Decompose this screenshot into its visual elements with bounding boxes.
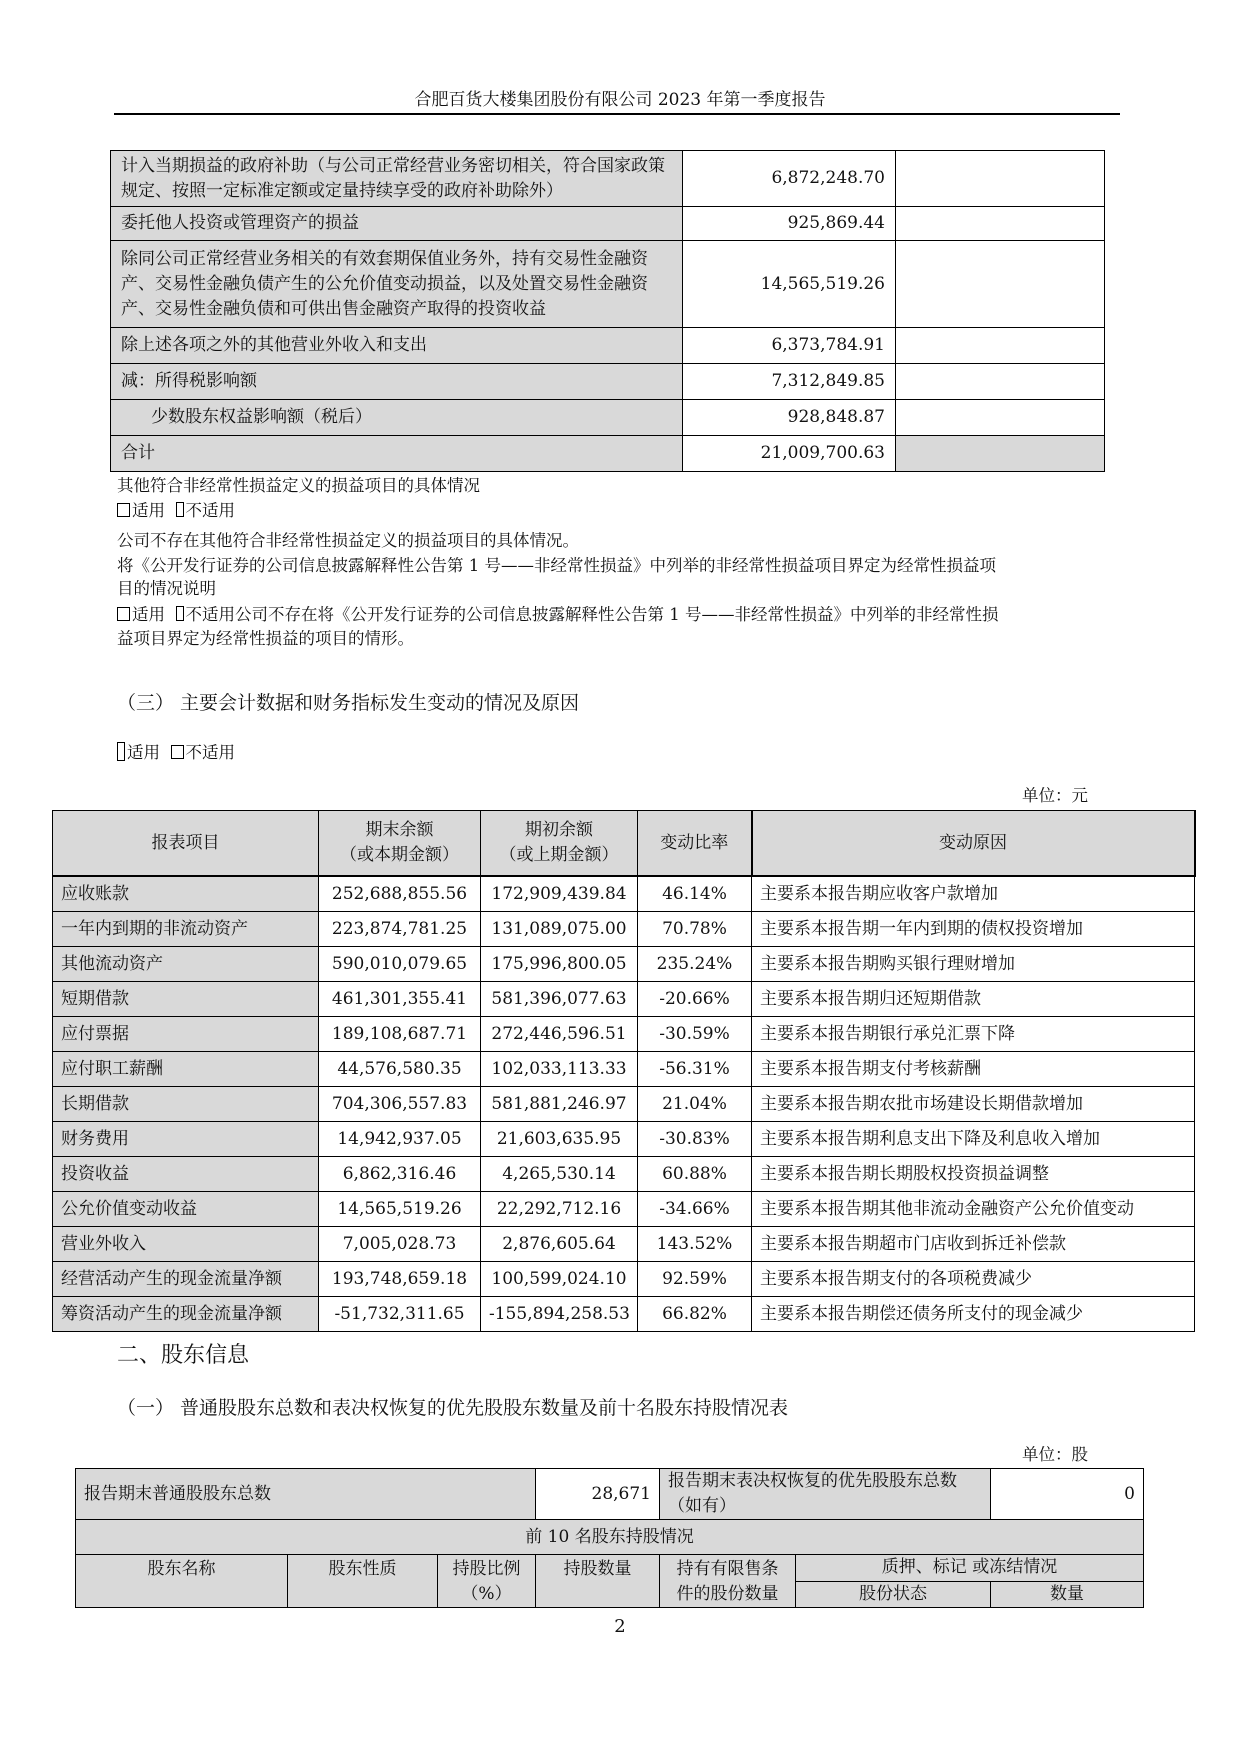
total-pref-label: 报告期末表决权恢复的优先股股东总数（如有） xyxy=(660,1469,991,1520)
table-row xyxy=(76,1520,1144,1555)
item-cell: 营业外收入 xyxy=(53,1227,319,1262)
note-cell xyxy=(896,151,1105,207)
table-row xyxy=(53,912,1195,947)
column-header-pledge: 质押、标记 或冻结情况 xyxy=(796,1555,1144,1582)
item-cell: 计入当期损益的政府补助（与公司正常经营业务密切相关，符合国家政策规定、按照一定标准定额或定量持续享受的政府补助除外） xyxy=(111,151,683,207)
checkbox-icon[interactable] xyxy=(117,607,130,621)
table-row xyxy=(53,1157,1195,1192)
option-applicable: 适用 xyxy=(127,743,160,762)
header-line: 件的股份数量 xyxy=(676,1584,779,1604)
column-header-change-rate: 变动比率 xyxy=(638,811,752,877)
table-row xyxy=(53,1227,1195,1262)
reason-cell: 主要系本报告期一年内到期的债权投资增加 xyxy=(752,912,1195,947)
change-rate-cell: 143.52% xyxy=(638,1227,752,1262)
total-pref-value: 0 xyxy=(991,1469,1144,1520)
table-row-total xyxy=(111,436,1105,472)
begin-balance-cell: 581,881,246.97 xyxy=(481,1087,638,1122)
table-row xyxy=(53,947,1195,982)
item-cell: 少数股东权益影响额（税后） xyxy=(111,400,683,436)
table-row xyxy=(53,1262,1195,1297)
option-applicable: 适用 xyxy=(132,501,165,520)
table-row xyxy=(111,207,1105,241)
end-balance-cell: -51,732,311.65 xyxy=(319,1297,481,1332)
end-balance-cell: 14,942,937.05 xyxy=(319,1122,481,1157)
note-cell xyxy=(896,400,1105,436)
change-rate-cell: -56.31% xyxy=(638,1052,752,1087)
column-header-reason: 变动原因 xyxy=(752,811,1195,877)
sub-heading-shareholders: （一） 普通股股东总数和表决权恢复的优先股股东数量及前十名股东持股情况表 xyxy=(117,1397,789,1419)
change-rate-cell: -30.83% xyxy=(638,1122,752,1157)
item-cell: 投资收益 xyxy=(53,1157,319,1192)
section-heading-accounting-changes: （三） 主要会计数据和财务指标发生变动的情况及原因 xyxy=(117,692,580,714)
reason-cell: 主要系本报告期利息支出下降及利息收入增加 xyxy=(752,1122,1195,1157)
item-cell: 减：所得税影响额 xyxy=(111,364,683,400)
note-other-items: 其他符合非经常性损益定义的损益项目的具体情况 xyxy=(117,476,480,495)
column-header-end-balance xyxy=(319,811,481,877)
column-header-item: 报表项目 xyxy=(53,811,319,877)
shareholders-table xyxy=(75,1468,1144,1608)
header-line: （%） xyxy=(461,1584,512,1604)
total-common-label: 报告期末普通股股东总数 xyxy=(76,1469,536,1520)
end-balance-cell: 44,576,580.35 xyxy=(319,1052,481,1087)
begin-balance-cell: 131,089,075.00 xyxy=(481,912,638,947)
section-heading-shareholders: 二、股东信息 xyxy=(117,1343,250,1368)
begin-balance-cell: 272,446,596.51 xyxy=(481,1017,638,1052)
table-row xyxy=(76,1469,1144,1520)
reason-cell: 主要系本报告期银行承兑汇票下降 xyxy=(752,1017,1195,1052)
end-balance-cell: 7,005,028.73 xyxy=(319,1227,481,1262)
amount-cell: 7,312,849.85 xyxy=(683,364,896,400)
begin-balance-cell: 21,603,635.95 xyxy=(481,1122,638,1157)
end-balance-cell: 14,565,519.26 xyxy=(319,1192,481,1227)
reason-cell: 主要系本报告期其他非流动金融资产公允价值变动 xyxy=(752,1192,1195,1227)
table-row xyxy=(53,1122,1195,1157)
nonrecurring-items-table xyxy=(110,150,1105,472)
reason-cell: 主要系本报告期偿还债务所支付的现金减少 xyxy=(752,1297,1195,1332)
item-cell: 其他流动资产 xyxy=(53,947,319,982)
table-header-row xyxy=(53,811,1195,877)
note-classification-4: 益项目界定为经常性损益的项目的情形。 xyxy=(117,629,414,648)
checkbox-checked-icon[interactable] xyxy=(176,606,184,621)
item-cell: 应收账款 xyxy=(53,876,319,912)
note-no-other-items: 公司不存在其他符合非经常性损益定义的损益项目的具体情况。 xyxy=(117,531,579,550)
end-balance-cell: 193,748,659.18 xyxy=(319,1262,481,1297)
end-balance-cell: 6,862,316.46 xyxy=(319,1157,481,1192)
begin-balance-cell: 581,396,077.63 xyxy=(481,982,638,1017)
header-line: （或本期金额） xyxy=(340,845,459,865)
header-line: 期初余额 xyxy=(525,820,593,840)
amount-cell: 6,872,248.70 xyxy=(683,151,896,207)
item-cell: 财务费用 xyxy=(53,1122,319,1157)
column-header-ratio xyxy=(438,1555,536,1608)
begin-balance-cell: 22,292,712.16 xyxy=(481,1192,638,1227)
table-row xyxy=(53,1052,1195,1087)
amount-cell: 14,565,519.26 xyxy=(683,241,896,328)
table-row xyxy=(53,1297,1195,1332)
reason-cell: 主要系本报告期长期股权投资损益调整 xyxy=(752,1157,1195,1192)
top10-title: 前 10 名股东持股情况 xyxy=(76,1520,1144,1555)
change-rate-cell: 235.24% xyxy=(638,947,752,982)
note-cell xyxy=(896,328,1105,364)
reason-cell: 主要系本报告期支付考核薪酬 xyxy=(752,1052,1195,1087)
header-line: 持股比例 xyxy=(452,1559,521,1579)
note-cell xyxy=(896,207,1105,241)
end-balance-cell: 223,874,781.25 xyxy=(319,912,481,947)
amount-cell: 925,869.44 xyxy=(683,207,896,241)
column-header-nature: 股东性质 xyxy=(288,1555,438,1608)
reason-cell: 主要系本报告期农批市场建设长期借款增加 xyxy=(752,1087,1195,1122)
change-rate-cell: 46.14% xyxy=(638,876,752,912)
change-rate-cell: 21.04% xyxy=(638,1087,752,1122)
item-cell: 长期借款 xyxy=(53,1087,319,1122)
begin-balance-cell: 172,909,439.84 xyxy=(481,876,638,912)
change-rate-cell: 92.59% xyxy=(638,1262,752,1297)
item-cell: 短期借款 xyxy=(53,982,319,1017)
item-cell: 除上述各项之外的其他营业外收入和支出 xyxy=(111,328,683,364)
note-cell xyxy=(896,241,1105,328)
table-row xyxy=(111,400,1105,436)
column-header-restricted xyxy=(660,1555,796,1608)
unit-label-yuan: 单位：元 xyxy=(1022,786,1088,805)
reason-cell: 主要系本报告期归还短期借款 xyxy=(752,982,1195,1017)
table-header-row xyxy=(76,1555,1144,1582)
option-not-applicable: 不适用 xyxy=(185,743,235,762)
table-row xyxy=(111,241,1105,328)
change-rate-cell: -34.66% xyxy=(638,1192,752,1227)
begin-balance-cell: 175,996,800.05 xyxy=(481,947,638,982)
begin-balance-cell: 102,033,113.33 xyxy=(481,1052,638,1087)
end-balance-cell: 189,108,687.71 xyxy=(319,1017,481,1052)
item-cell: 经营活动产生的现金流量净额 xyxy=(53,1262,319,1297)
column-header-name: 股东名称 xyxy=(76,1555,288,1608)
table-row xyxy=(111,328,1105,364)
end-balance-cell: 590,010,079.65 xyxy=(319,947,481,982)
table-row xyxy=(53,1017,1195,1052)
table-row xyxy=(53,1192,1195,1227)
begin-balance-cell: 4,265,530.14 xyxy=(481,1157,638,1192)
change-rate-cell: 70.78% xyxy=(638,912,752,947)
page-number: 2 xyxy=(614,1616,626,1637)
reason-cell: 主要系本报告期购买银行理财增加 xyxy=(752,947,1195,982)
reason-cell: 主要系本报告期应收客户款增加 xyxy=(752,876,1195,912)
option-not-applicable-text: 不适用公司不存在将《公开发行证券的公司信息披露解释性公告第 1 号——非经常性损益》中列举的非经常性损 xyxy=(185,605,999,624)
header-divider xyxy=(114,113,1120,115)
column-header-begin-balance xyxy=(481,811,638,877)
column-header-pledge-status: 股份状态 xyxy=(796,1581,991,1608)
change-rate-cell: -30.59% xyxy=(638,1017,752,1052)
amount-cell: 21,009,700.63 xyxy=(683,436,896,472)
change-rate-cell: 60.88% xyxy=(638,1157,752,1192)
amount-cell: 928,848.87 xyxy=(683,400,896,436)
header-line: （或上期金额） xyxy=(499,845,619,865)
note-cell xyxy=(896,364,1105,400)
applicability-options-1 xyxy=(117,500,235,522)
amount-cell: 6,373,784.91 xyxy=(683,328,896,364)
applicability-options-2 xyxy=(117,604,999,626)
item-cell: 一年内到期的非流动资产 xyxy=(53,912,319,947)
end-balance-cell: 704,306,557.83 xyxy=(319,1087,481,1122)
column-header-count: 持股数量 xyxy=(536,1555,660,1608)
change-rate-cell: 66.82% xyxy=(638,1297,752,1332)
table-row xyxy=(53,876,1195,912)
item-cell: 应付票据 xyxy=(53,1017,319,1052)
item-cell: 合计 xyxy=(111,436,683,472)
option-not-applicable: 不适用 xyxy=(185,501,235,520)
header-line: 持有有限售条 xyxy=(676,1559,779,1579)
accounting-changes-table xyxy=(52,810,1196,1332)
report-header-title: 合肥百货大楼集团股份有限公司 2023 年第一季度报告 xyxy=(414,90,826,110)
applicability-options-3 xyxy=(117,742,235,764)
total-common-value: 28,671 xyxy=(536,1469,660,1520)
table-row xyxy=(111,364,1105,400)
table-row xyxy=(53,982,1195,1017)
item-cell: 应付职工薪酬 xyxy=(53,1052,319,1087)
option-applicable: 适用 xyxy=(132,605,165,624)
unit-label-shares: 单位：股 xyxy=(1022,1445,1088,1464)
checkbox-checked-icon[interactable] xyxy=(176,502,184,517)
item-cell: 公允价值变动收益 xyxy=(53,1192,319,1227)
checkbox-icon[interactable] xyxy=(171,745,184,759)
checkbox-icon[interactable] xyxy=(117,503,130,517)
column-header-pledge-count: 数量 xyxy=(991,1581,1144,1608)
table-row xyxy=(53,1087,1195,1122)
item-cell: 除同公司正常经营业务相关的有效套期保值业务外，持有交易性金融资产、交易性金融负债产生的公允价值变动损益，以及处置交易性金融资产、交易性金融负债和可供出售金融资产取得的投资收益 xyxy=(111,241,683,328)
end-balance-cell: 461,301,355.41 xyxy=(319,982,481,1017)
table-row xyxy=(111,151,1105,207)
item-cell: 委托他人投资或管理资产的损益 xyxy=(111,207,683,241)
reason-cell: 主要系本报告期超市门店收到拆迁补偿款 xyxy=(752,1227,1195,1262)
note-cell xyxy=(896,436,1105,472)
end-balance-cell: 252,688,855.56 xyxy=(319,876,481,912)
note-classification-1: 将《公开发行证券的公司信息披露解释性公告第 1 号——非经常性损益》中列举的非经常性损益项目界定为经常性损益项 xyxy=(117,556,996,575)
note-classification-2: 目的情况说明 xyxy=(117,579,216,598)
reason-cell: 主要系本报告期支付的各项税费减少 xyxy=(752,1262,1195,1297)
header-line: 期末余额 xyxy=(365,820,434,840)
checkbox-checked-icon[interactable] xyxy=(117,742,125,761)
accounting-changes-body xyxy=(53,876,1195,1332)
begin-balance-cell: -155,894,258.53 xyxy=(481,1297,638,1332)
change-rate-cell: -20.66% xyxy=(638,982,752,1017)
item-cell: 筹资活动产生的现金流量净额 xyxy=(53,1297,319,1332)
begin-balance-cell: 2,876,605.64 xyxy=(481,1227,638,1262)
begin-balance-cell: 100,599,024.10 xyxy=(481,1262,638,1297)
